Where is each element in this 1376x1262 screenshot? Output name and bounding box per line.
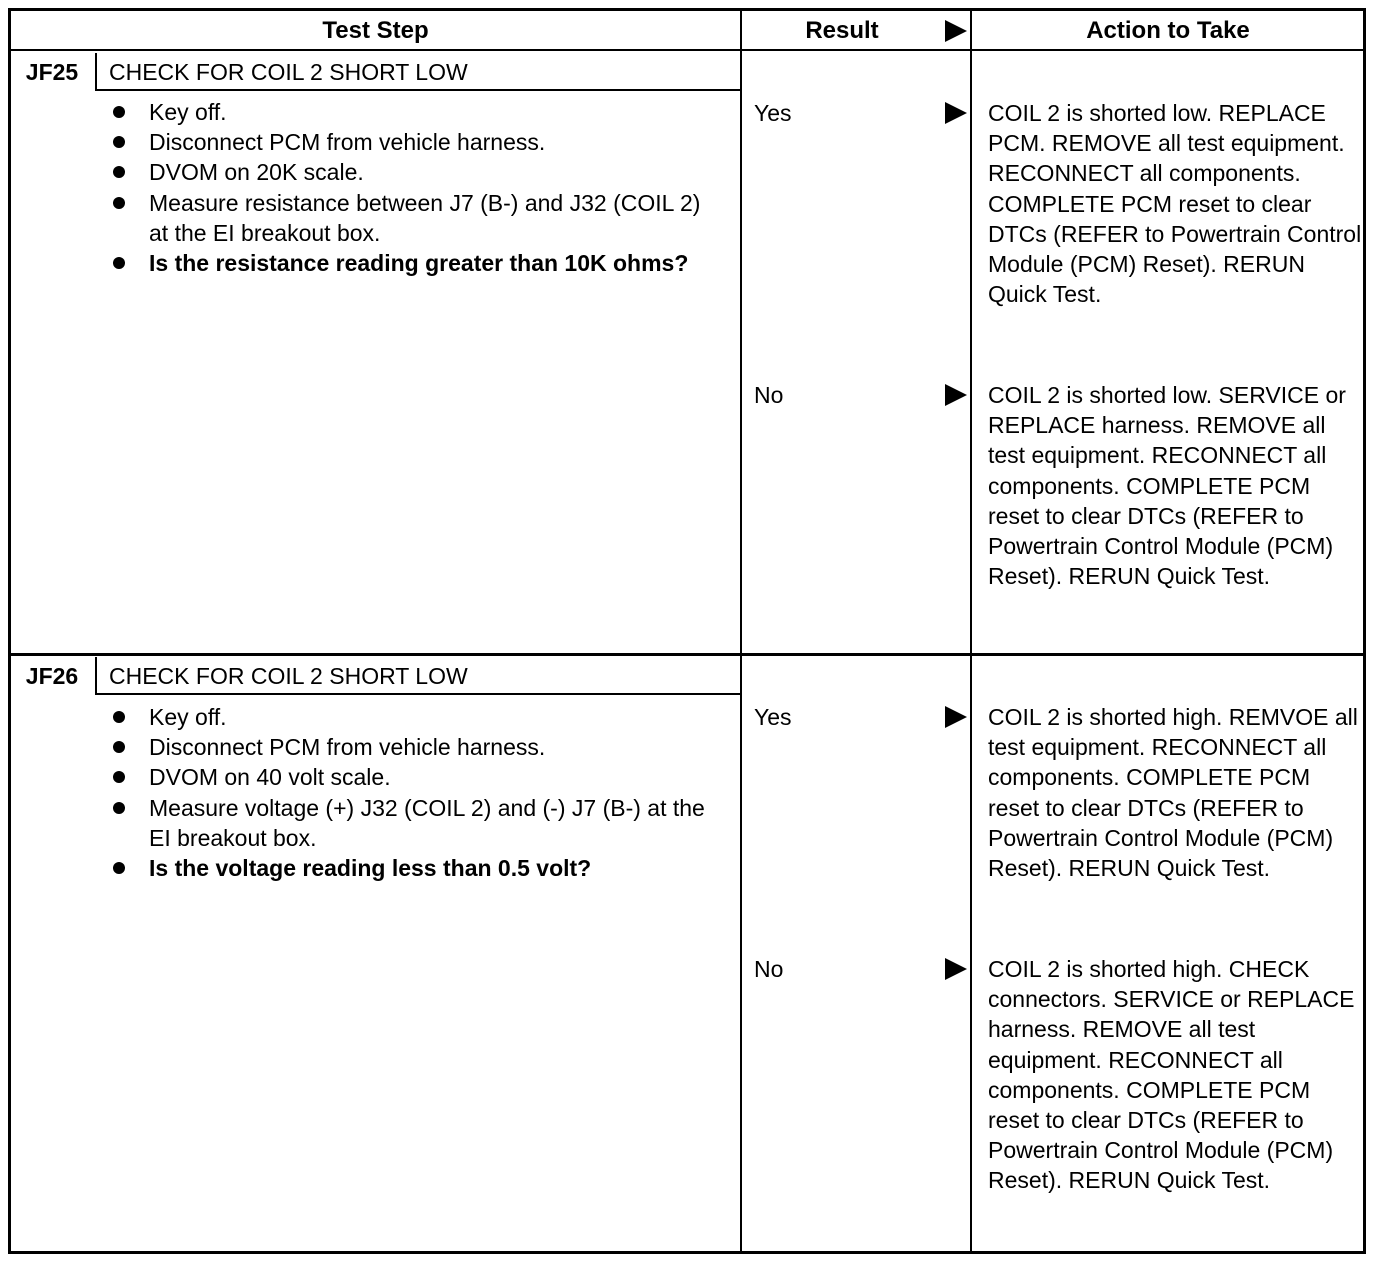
step-instructions [109,702,709,883]
action-yes: COIL 2 is shorted high. REMVOE all test equipment. RECONNECT all components. COMPLETE PCM reset to clear DTCs (REFER to Powertrain Control Module (PCM) Reset). RERUN Quick Test. [988,704,1358,882]
step-instructions [109,97,709,278]
result-yes: Yes [754,704,792,730]
header-result: Result [805,17,879,44]
arrow-right-icon [945,958,967,980]
column-divider-step-result [740,11,742,1251]
arrow-right-icon [945,20,967,42]
step-title-divider [95,693,741,695]
step-title: CHECK FOR COIL 2 SHORT LOW [109,59,468,85]
result-no: No [754,956,784,982]
list-item: DVOM on 40 volt scale. [109,762,709,792]
step-divider [11,653,1363,656]
action-no: COIL 2 is shorted low. SERVICE or REPLACE harness. REMOVE all test equipment. RECONNECT all components. COMPLETE PCM reset to clear DTCs (REFER to Powertrain Control Module (PCM) Reset). RERUN Quick Test. [988,382,1346,590]
header-test-step: Test Step [322,17,429,44]
step-title: CHECK FOR COIL 2 SHORT LOW [109,663,468,689]
header-action: Action to Take [1086,17,1250,44]
step-question: Is the voltage reading less than 0.5 volt? [109,853,709,883]
step-code: JF26 [25,663,79,689]
action-yes: COIL 2 is shorted low. REPLACE PCM. REMOVE all test equipment. RECONNECT all components. COMPLETE PCM reset to clear DTCs (REFER to Powertrain Control Module (PCM) Reset). RERUN Quick Test. [988,100,1362,308]
list-item: Disconnect PCM from vehicle harness. [109,127,709,157]
diagnostic-table [8,8,1366,1254]
header-divider [11,49,1363,51]
list-item: Disconnect PCM from vehicle harness. [109,732,709,762]
result-no: No [754,382,784,408]
list-item: Measure resistance between J7 (B-) and J32 (COIL 2) at the EI breakout box. [109,188,709,248]
step-code-divider [95,53,97,91]
step-code-divider [95,657,97,695]
step-code: JF25 [25,59,79,85]
list-item: Measure voltage (+) J32 (COIL 2) and (-) J7 (B-) at the EI breakout box. [109,793,709,853]
list-item: Key off. [109,702,709,732]
column-divider-result-action [970,11,972,1251]
list-item: DVOM on 20K scale. [109,157,709,187]
list-item: Key off. [109,97,709,127]
action-no: COIL 2 is shorted high. CHECK connectors. SERVICE or REPLACE harness. REMOVE all test equipment. RECONNECT all components. COMPLETE PCM reset to clear DTCs (REFER to Powertrain Control Module (PCM) Reset). RERUN Quick Test. [988,956,1355,1194]
arrow-right-icon [945,384,967,406]
step-question: Is the resistance reading greater than 10K ohms? [109,248,709,278]
result-yes: Yes [754,100,792,126]
arrow-right-icon [945,706,967,728]
step-title-divider [95,89,741,91]
arrow-right-icon [945,102,967,124]
